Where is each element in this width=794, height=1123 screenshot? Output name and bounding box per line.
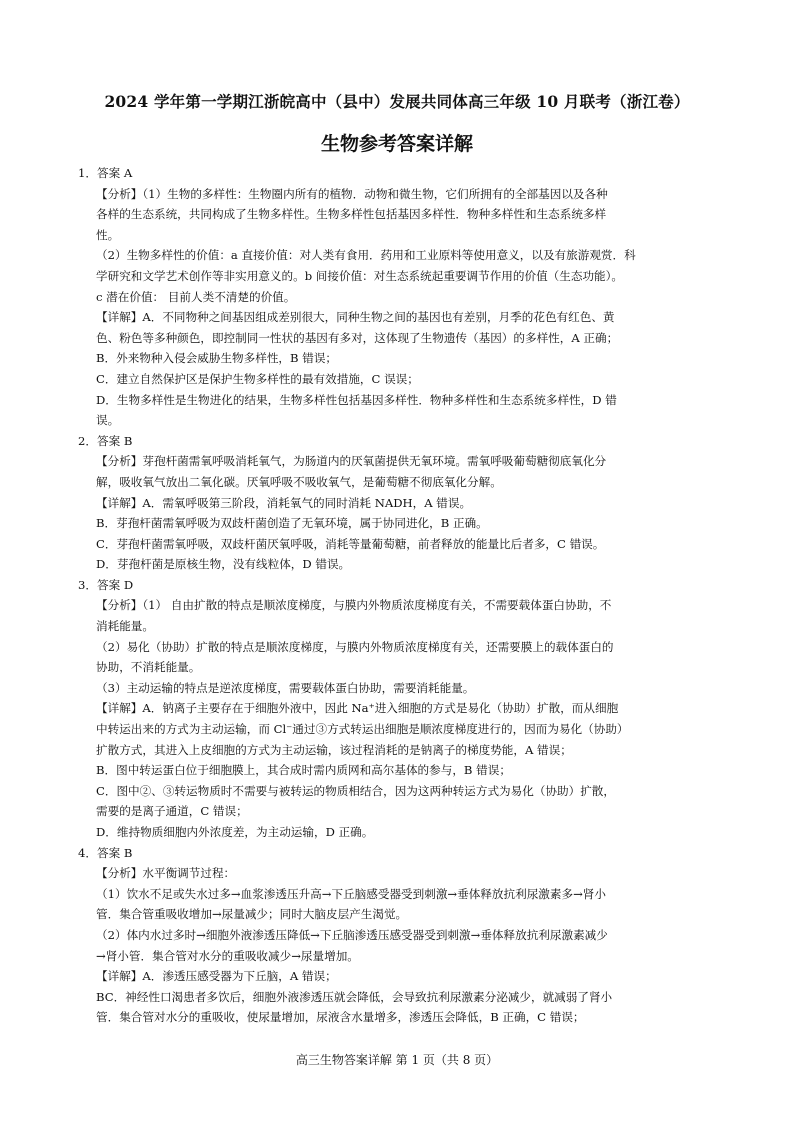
- explanation-line: （1）饮水不足或失水过多→血浆渗透压升高→下丘脑感受器受到刺激→垂体释放抗利尿激素多→肾小: [96, 886, 606, 901]
- explanation-line: D．维持物质细胞内外浓度差，为主动运输，D 正确。: [96, 825, 374, 839]
- question-answer-heading: 1．答案 A: [78, 166, 133, 180]
- explanation-line: 各样的生态系统，共同构成了生物多样性。生物多样性包括基因多样性．物种多样性和生态系统多样: [96, 207, 607, 222]
- explanation-line: B．芽孢杆菌需氧呼吸为双歧杆菌创造了无氧环境，属于协同进化，B 正确。: [96, 516, 488, 531]
- question-answer-heading: 4．答案 B: [78, 845, 133, 860]
- explanation-line: （2）易化（协助）扩散的特点是顺浓度梯度，与膜内外物质浓度梯度有关，还需要膜上的载体蛋白的: [96, 639, 614, 654]
- explanation-line: 扩散方式，其进入上皮细胞的方式为主动运输，该过程消耗的是钠离子的梯度势能，A 错误；: [96, 742, 572, 757]
- question-answer-heading: 3．答案 D: [78, 577, 134, 592]
- explanation-line: 【分析】水平衡调节过程：: [96, 866, 236, 881]
- explanation-line: 需要的是离子通道，C 错误；: [96, 804, 248, 819]
- explanation-line: C．芽孢杆菌需氧呼吸，双歧杆菌厌氧呼吸，消耗等量葡萄糖，前者释放的能量比后者多，C 错误。: [96, 536, 605, 551]
- document-title: 2024 学年第一学期江浙皖高中（县中）发展共同体高三年级 10 月联考（浙江卷）: [104, 92, 690, 111]
- explanation-line: 【详解】A．需氧呼吸第三阶段，消耗氧气的同时消耗 NADH，A 错误。: [96, 495, 472, 510]
- explanation-line: 【详解】A．渗透压感受器为下丘脑，A 错误；: [96, 969, 337, 984]
- explanation-line: （3）主动运输的特点是逆浓度梯度，需要载体蛋白协助，需要消耗能量。: [96, 680, 475, 695]
- explanation-line: 【详解】A．不同物种之间基因组成差别很大，同种生物之间的基因也有差别，月季的花色有红色、黄: [96, 310, 615, 325]
- explanation-line: D．芽孢杆菌是原核生物，没有线粒体，D 错误。: [96, 557, 351, 572]
- explanation-line: →肾小管．集合管对水分的重吸收减少→尿量增加。: [96, 948, 359, 963]
- explanation-line: 【分析】（1）生物的多样性：生物圈内所有的植物．动物和微生物，它们所拥有的全部基因以及各种: [96, 186, 608, 201]
- page-footer: 高三生物答案详解 第 1 页（共 8 页）: [295, 1053, 499, 1067]
- explanation-line: （2）体内水过多时→细胞外液渗透压降低→下丘脑渗透压感受器受到刺激→垂体释放抗利尿激素减少: [96, 927, 608, 942]
- explanation-line: 【详解】A．钠离子主要存在于细胞外液中，因此 Na⁺进入细胞的方式是易化（协助）扩散，而从细胞: [96, 701, 619, 716]
- explanation-line: c 潜在价值： 目前人类不清楚的价值。: [96, 289, 296, 304]
- explanation-line: 色、粉色等多种颜色，即控制同一性状的基因有多对，这体现了生物遗传（基因）的多样性，A 正确；: [96, 330, 619, 345]
- explanation-line: 性。: [96, 227, 120, 242]
- explanation-line: B．图中转运蛋白位于细胞膜上，其合成时需内质网和高尔基体的参与，B 错误；: [96, 763, 511, 778]
- explanation-line: 消耗能量。: [96, 619, 154, 634]
- explanation-line: 学研究和文学艺术创作等非实用意义的。b 间接价值：对生态系统起重要调节作用的价值（生态功能）。: [96, 268, 624, 283]
- explanation-line: D．生物多样性是生物进化的结果，生物多样性包括基因多样性．物种多样性和生态系统多样性，D 错: [96, 392, 617, 407]
- explanation-line: 中转运出来的方式为主动运输，而 Cl⁻通过③方式转运出细胞是顺浓度梯度进行的，因而为易化（协助）: [96, 722, 629, 737]
- explanation-line: （2）生物多样性的价值：a 直接价值：对人类有食用．药用和工业原料等使用意义，以及有旅游观赏．科: [96, 248, 636, 263]
- explanation-line: 【分析】芽孢杆菌需氧呼吸消耗氧气，为肠道内的厌氧菌提供无氧环境。需氧呼吸葡萄糖彻底氧化分: [96, 454, 607, 469]
- explanation-line: 管．集合管对水分的重吸收，使尿量增加，尿液含水量增多，渗透压会降低，B 正确，C 错误；: [96, 1010, 585, 1025]
- explanation-line: 误。: [96, 413, 120, 428]
- explanation-line: 解，吸收氧气放出二氧化碳。厌氧呼吸不吸收氧气，是葡萄糖不彻底氧化分解。: [96, 474, 502, 489]
- explanation-line: 【分析】（1） 自由扩散的特点是顺浓度梯度，与膜内外物质浓度梯度有关，不需要载体蛋白协助，不: [96, 598, 612, 613]
- explanation-line: 协助，不消耗能量。: [96, 660, 201, 675]
- question-answer-heading: 2．答案 B: [78, 433, 133, 448]
- explanation-line: C．建立自然保护区是保护生物多样性的最有效措施，C 误误；: [96, 371, 419, 386]
- document-subtitle: 生物参考答案详解: [320, 133, 473, 155]
- explanation-line: C．图中②、③转运物质时不需要与被转运的物质相结合，因为这两种转运方式为易化（协助）扩散，: [96, 783, 615, 798]
- answer-content: [74, 163, 726, 1028]
- explanation-line: 管．集合管重吸收增加→尿量减少；同时大脑皮层产生渴觉。: [96, 907, 408, 922]
- explanation-line: BC．神经性口渴患者多饮后，细胞外液渗透压就会降低，会导致抗利尿激素分泌减少，就减弱了肾小: [96, 989, 613, 1004]
- explanation-line: B．外来物种入侵会威胁生物多样性，B 错误；: [96, 351, 338, 366]
